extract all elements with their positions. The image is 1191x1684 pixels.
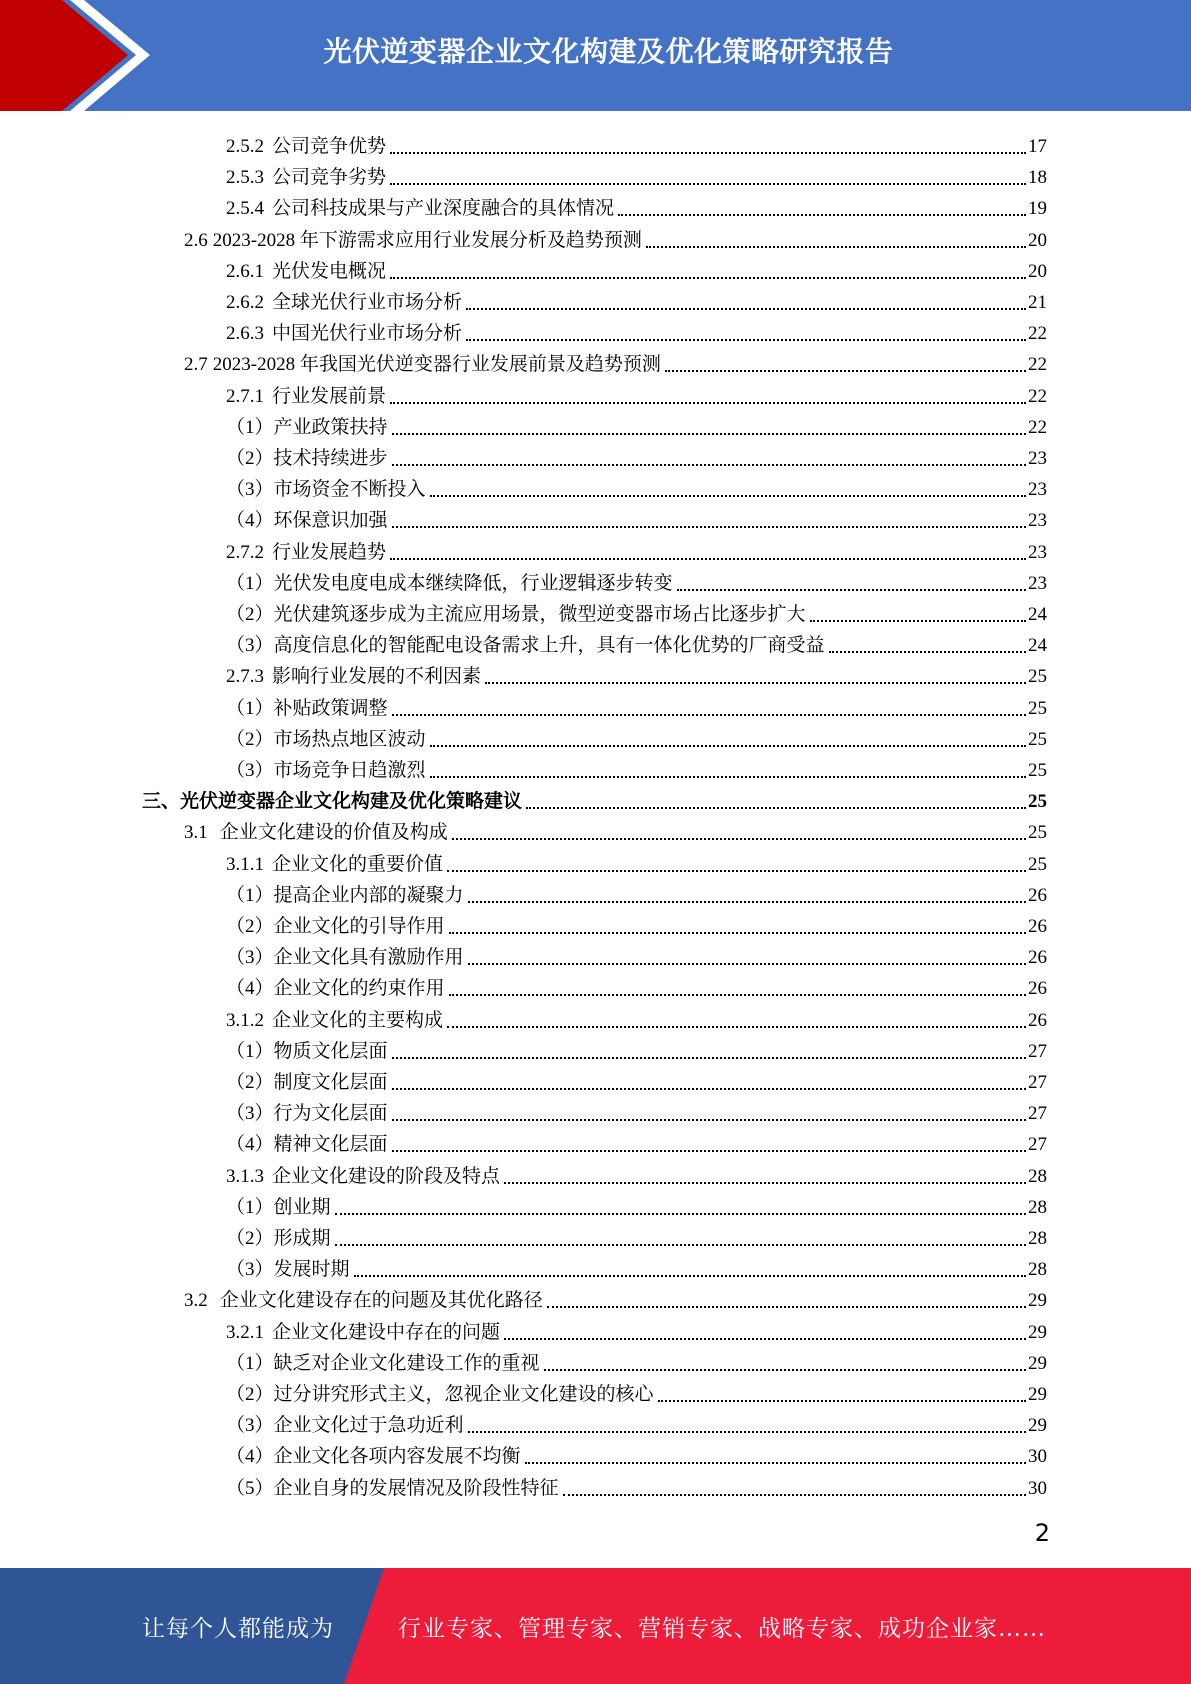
toc-entry-title: 产业政策扶持 [273, 416, 388, 438]
toc-entry[interactable] [226, 533, 1047, 564]
toc-entry-number: （2） [226, 1072, 274, 1093]
toc-leader-dots [677, 589, 1026, 591]
toc-leader-dots [829, 651, 1026, 653]
toc-entry-page: 26 [1028, 884, 1047, 906]
toc-entry-number: 三、 [142, 791, 181, 813]
toc-entry-label [226, 1353, 540, 1375]
toc-entry-title: 企业文化具有激励作用 [273, 947, 464, 969]
toc-leader-dots [526, 807, 1026, 809]
toc-entry-label [226, 1322, 500, 1344]
toc-entry-page: 28 [1028, 1228, 1047, 1249]
toc-entry-page: 23 [1028, 479, 1047, 501]
toc-entry[interactable] [226, 938, 1047, 969]
toc-entry[interactable] [226, 626, 1047, 657]
toc-entry-label [226, 573, 673, 595]
toc-entry-page: 25 [1028, 822, 1047, 844]
toc-entry[interactable] [226, 1125, 1047, 1156]
toc-entry-title: 市场热点地区波动 [273, 728, 426, 750]
toc-entry-label [226, 1166, 500, 1188]
toc-entry-page: 29 [1028, 1321, 1047, 1343]
toc-entry-title: 补贴政策调整 [273, 697, 388, 719]
toc-leader-dots [430, 495, 1026, 497]
toc-entry-title: 光伏发电度电成本继续降低，行业逻辑逐步转变 [273, 572, 673, 594]
toc-entry[interactable] [226, 1094, 1047, 1125]
toc-entry-number: 2.6.2 [226, 292, 264, 313]
toc-entry-title: 企业文化建设的阶段及特点 [272, 1165, 501, 1187]
toc-entry-label [226, 1197, 331, 1219]
toc-entry-title: 提高企业内部的凝聚力 [273, 884, 464, 906]
toc-entry-title: 精神文化层面 [273, 1134, 388, 1156]
toc-entry-label [226, 729, 426, 751]
toc-entry-title: 公司竞争劣势 [272, 167, 387, 189]
toc-entry-title: 公司科技成果与产业深度融合的具体情况 [272, 198, 615, 220]
toc-entry-page: 23 [1028, 510, 1047, 532]
toc-entry-page: 23 [1028, 572, 1047, 594]
toc-entry-title: 光伏逆变器企业文化构建及优化策略建议 [180, 791, 523, 813]
toc-leader-dots [447, 870, 1026, 872]
toc-leader-dots [335, 1244, 1026, 1246]
toc-entry[interactable] [226, 189, 1047, 220]
toc-entry[interactable] [226, 595, 1047, 626]
page-number: 2 [1034, 1519, 1050, 1547]
toc-entry-label [184, 230, 642, 252]
toc-entry-number: （1） [226, 1040, 274, 1062]
toc-entry-label [226, 136, 386, 158]
toc-entry-title: 企业文化建设的价值及构成 [219, 822, 448, 844]
toc-entry[interactable] [226, 657, 1047, 688]
toc-leader-dots [390, 402, 1026, 404]
toc-entry-title: 环保意识加强 [273, 510, 388, 532]
toc-entry-page: 24 [1028, 635, 1047, 657]
toc-entry[interactable] [226, 252, 1047, 283]
toc-entry-title: 企业文化建设中存在的问题 [272, 1321, 501, 1343]
toc-entry-number: （4） [226, 1446, 274, 1468]
toc-entry-label [226, 1259, 350, 1281]
toc-entry-title: 制度文化层面 [273, 1072, 388, 1093]
toc-entry-title: 光伏建筑逐步成为主流应用场景，微型逆变器市场占比逐步扩大 [273, 604, 806, 625]
toc-entry-label [226, 1072, 388, 1094]
toc-entry-page: 25 [1028, 791, 1047, 813]
toc-leader-dots [335, 1213, 1026, 1215]
toc-leader-dots [658, 1400, 1026, 1402]
toc-entry[interactable] [226, 470, 1047, 501]
toc-entry-label [184, 354, 661, 376]
toc-entry-page: 18 [1028, 167, 1047, 189]
toc-entry-label [226, 1103, 388, 1125]
toc-entry-title: 企业文化过于急功近利 [273, 1415, 464, 1437]
toc-entry-page: 26 [1028, 978, 1047, 1000]
toc-entry[interactable] [226, 564, 1047, 595]
toc-entry-title: 企业文化建设存在的问题及其优化路径 [219, 1290, 543, 1312]
toc-entry-page: 30 [1028, 1477, 1047, 1499]
toc-entry[interactable] [226, 876, 1047, 907]
toc-entry[interactable] [142, 782, 1047, 813]
toc-leader-dots [392, 464, 1026, 466]
toc-entry[interactable] [226, 969, 1047, 1000]
toc-entry-number: （4） [226, 978, 274, 1000]
toc-entry-number: （1） [226, 697, 274, 719]
toc-leader-dots [504, 1338, 1026, 1340]
toc-entry-number: 3.1 [184, 822, 208, 844]
toc-entry[interactable] [226, 158, 1047, 189]
toc-entry[interactable] [226, 1250, 1047, 1281]
toc-entry[interactable] [226, 689, 1047, 720]
toc-entry-label [226, 1415, 464, 1437]
toc-entry-label [226, 854, 443, 876]
toc-entry-page: 27 [1028, 1040, 1047, 1062]
toc-entry[interactable] [226, 1406, 1047, 1437]
toc-entry-number: （2） [226, 1384, 274, 1405]
toc-entry-page: 20 [1028, 229, 1047, 251]
toc-entry-title: 企业自身的发展情况及阶段性特征 [273, 1477, 559, 1499]
toc-entry-number: 3.2.1 [226, 1321, 264, 1343]
toc-entry[interactable] [184, 1281, 1047, 1312]
toc-entry-label [184, 822, 448, 844]
toc-leader-dots [392, 714, 1026, 716]
toc-entry-page: 29 [1028, 1290, 1047, 1312]
toc-entry-page: 23 [1028, 448, 1047, 469]
toc-entry[interactable] [184, 221, 1047, 252]
toc-leader-dots [544, 1369, 1026, 1371]
toc-entry-number: （3） [226, 1259, 274, 1281]
toc-entry-number: 2.7.1 [226, 385, 264, 407]
toc-leader-dots [618, 214, 1026, 216]
toc-entry-page: 22 [1028, 354, 1047, 376]
toc-entry-page: 29 [1028, 1384, 1047, 1405]
toc-entry-title: 创业期 [273, 1196, 331, 1218]
toc-entry[interactable] [226, 751, 1047, 782]
toc-entry-label [226, 760, 426, 782]
toc-entry[interactable] [226, 1001, 1047, 1032]
toc-entry-label [226, 1041, 388, 1063]
toc-entry-page: 21 [1028, 292, 1047, 313]
toc-entry[interactable] [226, 1313, 1047, 1344]
toc-entry-label [226, 1478, 559, 1500]
toc-entry-label [226, 1384, 654, 1406]
toc-leader-dots [547, 1306, 1026, 1308]
toc-entry-label [142, 791, 522, 813]
toc-entry[interactable] [226, 1344, 1047, 1375]
toc-entry-page: 25 [1028, 728, 1047, 750]
toc-entry-number: （1） [226, 884, 274, 906]
toc-leader-dots [563, 1494, 1026, 1496]
toc-entry-number: 3.2 [184, 1290, 208, 1312]
toc-entry-page: 22 [1028, 385, 1047, 407]
toc-entry-number: 2.6.3 [226, 323, 264, 345]
toc-entry-title: 市场竞争日趋激烈 [273, 760, 426, 781]
toc-entry-title: 形成期 [273, 1228, 331, 1249]
toc-leader-dots [430, 745, 1026, 747]
toc-entry-number: （4） [226, 1134, 274, 1156]
toc-entry-page: 22 [1028, 323, 1047, 345]
toc-entry-title: 技术持续进步 [273, 448, 388, 469]
toc-entry-title: 行业发展趋势 [272, 541, 387, 563]
toc-leader-dots [449, 994, 1026, 996]
toc-entry-number: 2.5.4 [226, 198, 264, 220]
toc-entry-number: （1） [226, 1196, 274, 1218]
toc-entry-page: 27 [1028, 1072, 1047, 1093]
toc-entry-number: （4） [226, 510, 274, 532]
toc-entry-label [226, 542, 386, 564]
toc-entry-number: （1） [226, 416, 274, 438]
toc-entry-label [226, 448, 388, 470]
toc-entry-label [226, 167, 386, 189]
toc-entry-number: 2.7.2 [226, 541, 264, 563]
toc-leader-dots [390, 183, 1026, 185]
toc-entry[interactable] [226, 127, 1047, 158]
toc-leader-dots [392, 1119, 1026, 1121]
toc-entry-page: 26 [1028, 1009, 1047, 1031]
toc-entry[interactable] [226, 907, 1047, 938]
toc-leader-dots [392, 1057, 1026, 1059]
toc-entry-title: 光伏发电概况 [272, 260, 387, 282]
toc-entry-number: （3） [226, 760, 274, 781]
toc-entry-page: 30 [1028, 1446, 1047, 1468]
toc-leader-dots [390, 277, 1026, 279]
toc-entry-page: 29 [1028, 1415, 1047, 1437]
toc-entry-title: 行为文化层面 [273, 1103, 388, 1125]
toc-leader-dots [665, 370, 1026, 372]
toc-entry-page: 28 [1028, 1165, 1047, 1187]
toc-entry-label [226, 698, 388, 720]
toc-entry-page: 25 [1028, 853, 1047, 875]
toc-entry-title: 企业文化的约束作用 [273, 978, 445, 1000]
toc-entry-number: （2） [226, 448, 274, 469]
toc-entry[interactable] [226, 377, 1047, 408]
toc-entry-number: 3.1.2 [226, 1009, 264, 1031]
toc-leader-dots [452, 838, 1026, 840]
toc-entry-title: 高度信息化的智能配电设备需求上升，具有一体化优势的厂商受益 [273, 635, 825, 657]
toc-entry[interactable] [226, 1469, 1047, 1500]
toc-entry[interactable] [226, 1032, 1047, 1063]
toc-entry-page: 27 [1028, 1134, 1047, 1156]
toc-entry-page: 22 [1028, 416, 1047, 438]
toc-entry-label [226, 635, 825, 657]
toc-entry-title: 全球光伏行业市场分析 [272, 292, 463, 313]
toc-entry-number: （1） [226, 572, 274, 594]
toc-entry[interactable] [226, 720, 1047, 751]
toc-entry[interactable] [226, 1437, 1047, 1468]
toc-leader-dots [466, 308, 1026, 310]
toc-entry-label [184, 1290, 543, 1312]
toc-entry-label [226, 479, 426, 501]
toc-entry-label [226, 947, 464, 969]
toc-entry-title: 企业文化的主要构成 [272, 1009, 444, 1031]
toc-entry-title: 缺乏对企业文化建设工作的重视 [273, 1352, 540, 1374]
toc-entry-label [226, 198, 614, 220]
toc-entry-title: 企业文化的引导作用 [273, 916, 445, 937]
toc-entry-page: 25 [1028, 760, 1047, 781]
toc-entry-label [226, 386, 386, 408]
toc-leader-dots [447, 1026, 1026, 1028]
toc-entry-title: 公司竞争优势 [272, 136, 387, 157]
toc-leader-dots [392, 433, 1026, 435]
toc-leader-dots [449, 932, 1026, 934]
toc-leader-dots [392, 1150, 1026, 1152]
toc-entry-label [226, 978, 445, 1000]
toc-entry-label [226, 1446, 521, 1468]
toc-entry-title: 物质文化层面 [273, 1040, 388, 1062]
footer-slogan-left: 让每个人都能成为 [142, 1615, 334, 1642]
toc-entry-page: 25 [1028, 697, 1047, 719]
toc-entry[interactable] [226, 845, 1047, 876]
toc-leader-dots [390, 558, 1026, 560]
toc-entry-page: 24 [1028, 604, 1047, 625]
toc-entry-title: 影响行业发展的不利因素 [272, 666, 482, 688]
toc-leader-dots [392, 1088, 1026, 1090]
toc-entry[interactable] [226, 439, 1047, 470]
toc-entry-number: （5） [226, 1477, 274, 1499]
toc-entry[interactable] [226, 314, 1047, 345]
toc-entry-title: 过分讲究形式主义，忽视企业文化建设的核心 [273, 1384, 654, 1405]
toc-entry-title: 行业发展前景 [272, 385, 387, 407]
toc-entry-number: （2） [226, 728, 274, 750]
page-header [0, 0, 1191, 111]
toc-entry-number: （2） [226, 604, 274, 625]
toc-leader-dots [390, 152, 1026, 154]
toc-entry-title: 2023-2028 年下游需求应用行业发展分析及趋势预测 [212, 229, 642, 251]
toc-entry-number: （3） [226, 1103, 274, 1125]
toc-entry-page: 23 [1028, 541, 1047, 563]
toc-entry[interactable] [226, 1375, 1047, 1406]
toc-entry[interactable] [226, 283, 1047, 314]
toc-entry-page: 29 [1028, 1352, 1047, 1374]
toc-entry[interactable] [184, 813, 1047, 844]
toc-entry-number: 3.1.3 [226, 1165, 264, 1187]
toc-entry-label [226, 916, 445, 938]
toc-entry-title: 企业文化各项内容发展不均衡 [273, 1446, 521, 1468]
toc-entry-title: 2023-2028 年我国光伏逆变器行业发展前景及趋势预测 [212, 354, 661, 376]
toc-entry-number: （3） [226, 479, 274, 501]
toc-leader-dots [430, 776, 1026, 778]
toc-entry-page: 26 [1028, 947, 1047, 969]
toc-entry-number: （3） [226, 1415, 274, 1437]
toc-entry-number: （2） [226, 916, 274, 937]
toc-entry-label [226, 1134, 388, 1156]
toc-entry-number: 2.5.2 [226, 136, 264, 157]
toc-entry-number: （3） [226, 635, 274, 657]
page-footer [0, 1568, 1191, 1684]
toc-entry-label [226, 510, 388, 532]
toc-entry[interactable] [226, 1219, 1047, 1250]
toc-entry-title: 发展时期 [273, 1259, 350, 1281]
toc-entry-title: 企业文化的重要价值 [272, 853, 444, 875]
toc-entry[interactable] [184, 345, 1047, 376]
toc-entry-label [226, 417, 388, 439]
toc-entry-label [226, 1010, 443, 1032]
toc-entry-page: 19 [1028, 198, 1047, 220]
toc-leader-dots [485, 682, 1026, 684]
toc-entry[interactable] [226, 408, 1047, 439]
toc-entry-page: 17 [1028, 136, 1047, 157]
toc-entry-page: 25 [1028, 666, 1047, 688]
toc-entry-label [226, 323, 462, 345]
toc-entry-label [226, 292, 462, 314]
toc-leader-dots [392, 526, 1026, 528]
toc-leader-dots [354, 1275, 1026, 1277]
toc-entry[interactable] [226, 1063, 1047, 1094]
toc-entry-number: 3.1.1 [226, 853, 264, 875]
toc-entry-title: 中国光伏行业市场分析 [272, 323, 463, 345]
report-title: 光伏逆变器企业文化构建及优化策略研究报告 [323, 35, 894, 68]
toc-leader-dots [468, 901, 1026, 903]
toc-leader-dots [468, 963, 1026, 965]
toc-entry-page: 26 [1028, 916, 1047, 937]
toc-entry-page: 28 [1028, 1259, 1047, 1281]
toc-leader-dots [504, 1182, 1026, 1184]
toc-entry-number: 2.6.1 [226, 260, 264, 282]
toc-entry-number: 2.6 [184, 229, 208, 251]
footer-slogan-right: 行业专家、管理专家、营销专家、战略专家、成功企业家…… [398, 1615, 1046, 1642]
toc-entry[interactable] [226, 501, 1047, 532]
toc-leader-dots [525, 1462, 1026, 1464]
toc-entry-page: 28 [1028, 1196, 1047, 1218]
toc-entry-number: 2.7.3 [226, 666, 264, 688]
toc-entry-label [226, 666, 481, 688]
toc-entry-label [226, 261, 386, 283]
toc-leader-dots [466, 339, 1026, 341]
toc-entry-label [226, 1228, 331, 1250]
toc-leader-dots [468, 1431, 1026, 1433]
toc-entry[interactable] [226, 1188, 1047, 1219]
toc-entry-number: （1） [226, 1352, 274, 1374]
toc-entry-page: 27 [1028, 1103, 1047, 1125]
toc-entry-title: 市场资金不断投入 [273, 479, 426, 501]
toc-entry-number: 2.5.3 [226, 167, 264, 189]
toc-entry[interactable] [226, 1157, 1047, 1188]
toc-leader-dots [646, 246, 1026, 248]
toc-entry-label [226, 604, 806, 626]
toc-leader-dots [810, 620, 1026, 622]
toc-entry-number: （3） [226, 947, 274, 969]
toc-entry-page: 20 [1028, 260, 1047, 282]
toc-entry-number: 2.7 [184, 354, 208, 376]
toc-entry-label [226, 885, 464, 907]
toc-entry-number: （2） [226, 1228, 274, 1249]
